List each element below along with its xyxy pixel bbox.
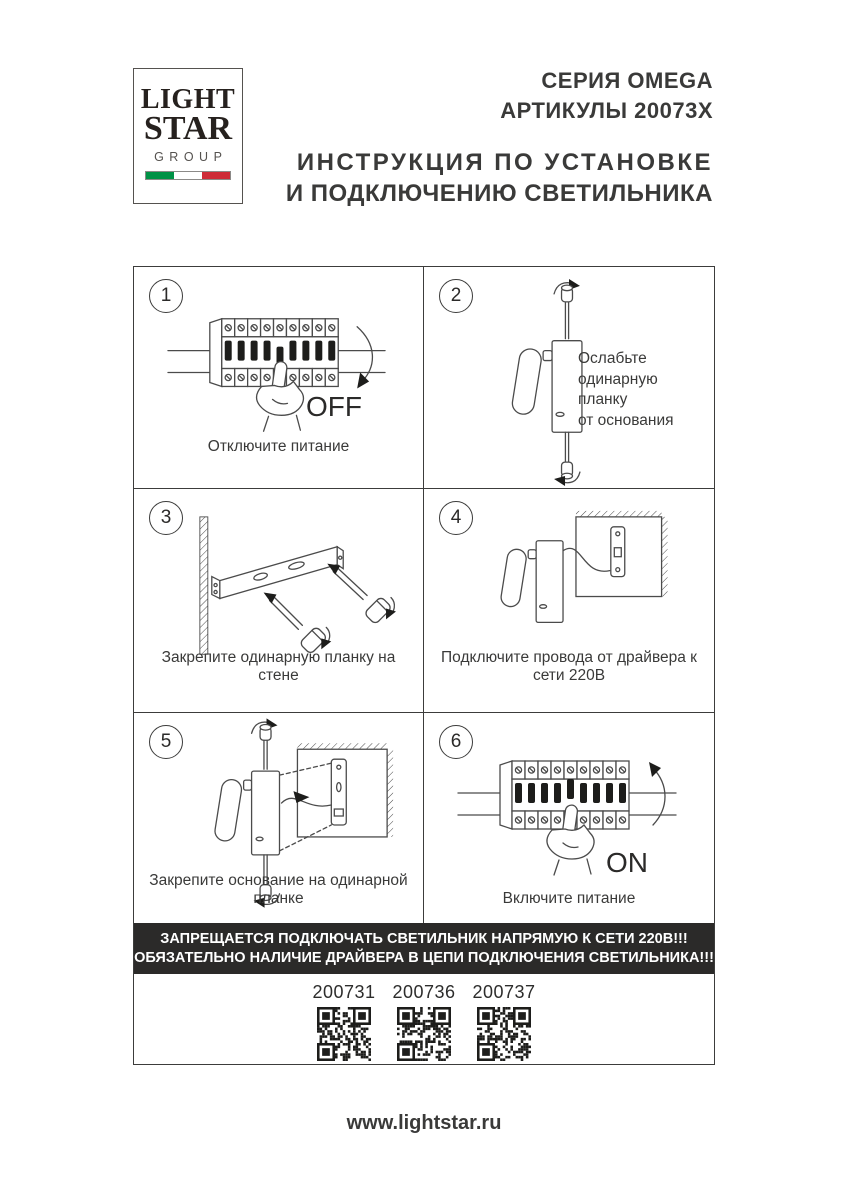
- articles-line: АРТИКУЛЫ 20073Х: [500, 98, 713, 123]
- step-cell-3: [134, 489, 424, 713]
- screw-icon: [264, 593, 332, 655]
- flag-white-segment: [174, 172, 202, 179]
- title-line-2: И ПОДКЛЮЧЕНИЮ СВЕТИЛЬНИКА: [285, 180, 713, 207]
- step-number: 2: [450, 285, 462, 306]
- lamp-icon: [511, 341, 582, 433]
- step-number-badge: [439, 501, 473, 535]
- step-number-badge: [149, 725, 183, 759]
- driver-icon: [611, 527, 625, 577]
- qr-code: [397, 1007, 451, 1061]
- step-cell-5: [134, 713, 424, 923]
- screw-icon: [327, 564, 396, 625]
- step-caption: Закрепите основание на одинарной планке: [149, 872, 408, 907]
- step-cell-2: [424, 267, 714, 489]
- qr-section: [134, 974, 714, 1064]
- footer-url: www.lightstar.ru: [346, 1112, 502, 1134]
- title-line-1: ИНСТРУКЦИЯ ПО УСТАНОВКЕ: [296, 149, 713, 176]
- step-cell-6: [424, 713, 714, 923]
- instruction-title: [286, 147, 713, 209]
- step-caption: Отключите питание: [207, 438, 350, 455]
- logo-star-text: STAR: [143, 110, 233, 147]
- warning-line-2: ОБЯЗАТЕЛЬНО НАЛИЧИЕ ДРАЙВЕРА В ЦЕПИ ПОДКЛЮЧЕНИЯ СВЕТИЛЬНИКА!!!: [134, 950, 714, 966]
- logo-light-text: LIGHT: [140, 84, 236, 115]
- qr-group: [384, 982, 464, 1064]
- logo-group-text: GROUP: [154, 150, 228, 164]
- down-arrow-icon: [357, 327, 372, 389]
- wall-hatch: [297, 743, 387, 749]
- qr-group: [304, 982, 384, 1064]
- qr-code: [317, 1007, 371, 1061]
- step-number: 4: [450, 507, 462, 528]
- lamp-icon: [500, 541, 563, 623]
- wall-hatch: [387, 749, 393, 837]
- caption-line: Ослабьте: [578, 350, 647, 367]
- step-number: 1: [160, 285, 172, 306]
- wall-hatch: [662, 517, 668, 597]
- step-number-badge: [149, 279, 183, 313]
- step-cell-1: [134, 267, 424, 489]
- caption-line: одинарную: [578, 370, 658, 388]
- step-caption: [578, 349, 674, 431]
- power-off-label: OFF: [306, 391, 362, 422]
- step-caption: Включите питание: [502, 890, 636, 907]
- italian-flag-bar: [145, 171, 231, 180]
- flag-green-segment: [146, 172, 174, 179]
- series-title: [286, 66, 713, 126]
- article-number: 200736: [392, 982, 456, 1002]
- step-number-badge: [149, 501, 183, 535]
- step-caption: Закрепите одинарную планку на стене: [161, 649, 396, 684]
- qr-group: [464, 982, 544, 1064]
- article-number: 200731: [312, 982, 376, 1002]
- warning-banner: [134, 923, 714, 974]
- step-number: 6: [450, 731, 462, 752]
- series-line: СЕРИЯ OMEGA: [541, 68, 713, 93]
- wall-hatch: [576, 511, 662, 517]
- step-caption: Подключите провода от драйвера к сети 220В: [441, 649, 697, 684]
- flag-red-segment: [202, 172, 230, 179]
- step-number: 3: [160, 507, 172, 528]
- step-number-badge: [439, 725, 473, 759]
- step-number-badge: [439, 279, 473, 313]
- caption-line: планку: [578, 391, 628, 408]
- qr-code: [477, 1007, 531, 1061]
- caption-line: от основания: [578, 411, 674, 429]
- steps-grid: [133, 266, 715, 1065]
- wall-hatch: [200, 517, 208, 654]
- step-cell-4: [424, 489, 714, 713]
- mounting-bar-icon: [331, 759, 346, 825]
- lightstar-logo: [133, 68, 243, 204]
- article-number: 200737: [472, 982, 536, 1002]
- header-titles: [286, 66, 713, 209]
- mounting-bar-icon: [212, 547, 343, 599]
- step-number: 5: [160, 731, 172, 752]
- power-on-label: ON: [606, 847, 648, 878]
- warning-line-1: ЗАПРЕЩАЕТСЯ ПОДКЛЮЧАТЬ СВЕТИЛЬНИК НАПРЯМУЮ К СЕТИ 220В!!!: [160, 931, 688, 947]
- lamp-icon: [214, 771, 280, 855]
